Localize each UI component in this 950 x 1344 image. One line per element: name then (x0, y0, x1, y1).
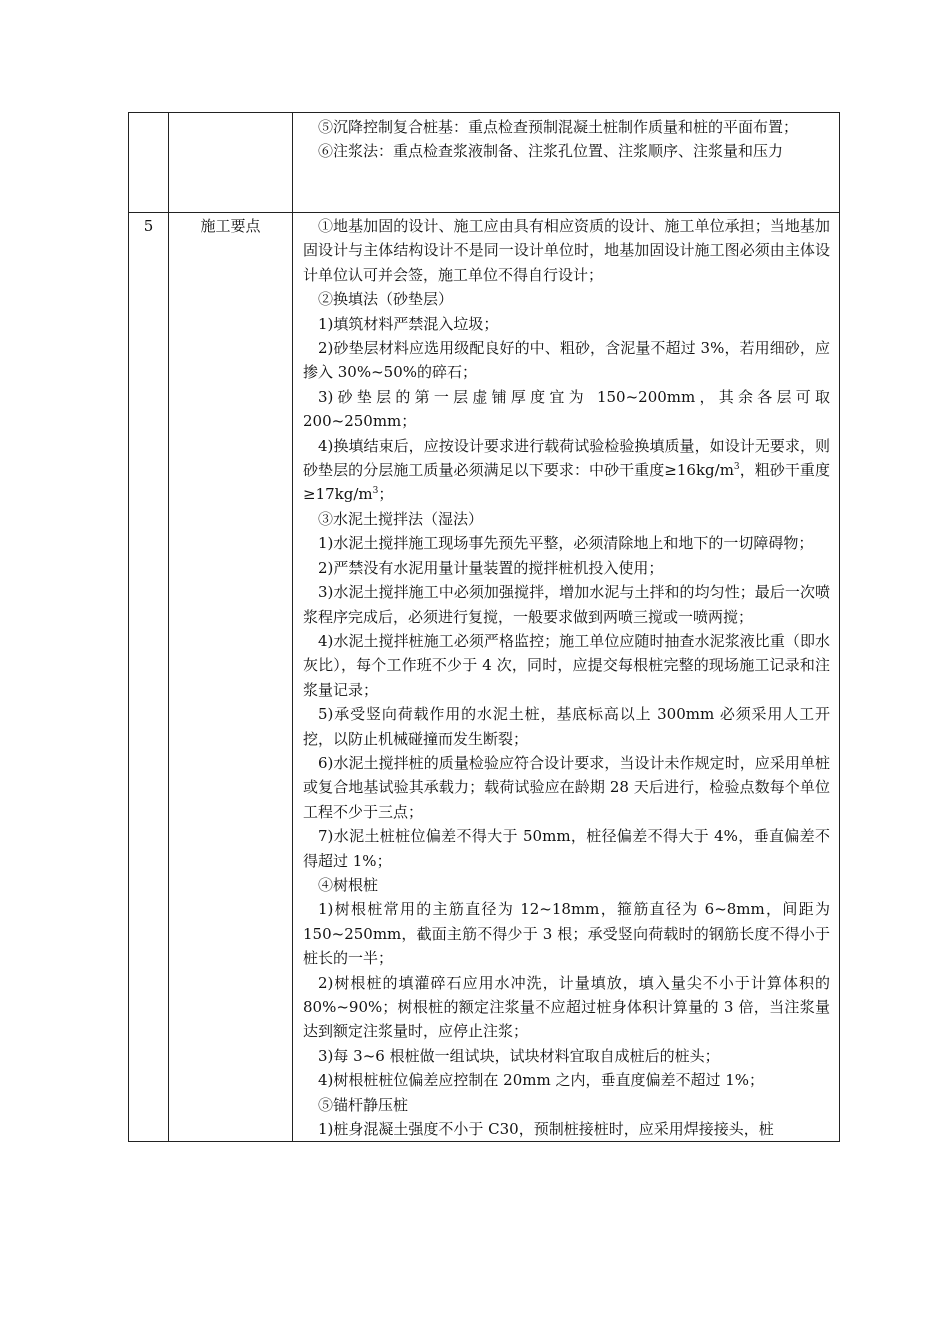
paragraph: 1)树根桩常用的主筋直径为 12~18mm，箍筋直径为 6~8mm，间距为 150~250mm，截面主筋不得少于 3 根；承受竖向荷载时的钢筋长度不得小于桩长的一半； (303, 900, 830, 968)
paragraph: 2)砂垫层材料应选用级配良好的中、粗砂，含泥量不超过 3%，若用细砂，应掺入 30%~50%的碎石； (303, 339, 830, 382)
table-row (129, 213, 840, 1142)
paragraph: ⑥注浆法：重点检查浆液制备、注浆孔位置、注浆顺序、注浆量和压力 (318, 142, 784, 161)
paragraph: ①地基加固的设计、施工应由具有相应资质的设计、施工单位承担；当地基加固设计与主体结构设计不是同一设计单位时，地基加固设计施工图必须由主体设计单位认可并会签，施工单位不得自行设计； (303, 217, 830, 284)
construction-points-table (128, 112, 840, 1142)
paragraph-text: ； (378, 485, 394, 504)
row-number-cell (129, 113, 169, 213)
paragraph: 3)砂垫层的第一层虚铺厚度宜为 150~200mm，其余各层可取 200~250mm； (303, 387, 830, 431)
paragraph: ⑤锚杆静压桩 (318, 1095, 409, 1114)
paragraph: 3)每 3~6 根桩做一组试块，试块材料宜取自成桩后的桩头； (318, 1046, 720, 1065)
paragraph: 2)树根桩的填灌碎石应用水冲洗，计量填放，填入量尖不小于计算体积的 80%~90%；树根桩的额定注浆量不应超过桩身体积计算量的 3 倍，当注浆量达到额定注浆量时，应停止注浆； (303, 973, 830, 1041)
paragraph: ②换填法（砂垫层） (318, 290, 454, 309)
paragraph: 5)承受竖向荷载作用的水泥土桩，基底标高以上 300mm 必须采用人工开挖，以防止机械碰撞而发生断裂； (303, 705, 830, 748)
paragraph: 4)水泥土搅拌桩施工必须严格监控；施工单位应随时抽查水泥浆液比重（即水灰比），每个工作班不少于 4 次，同时，应提交每根桩完整的现场施工记录和注浆量记录； (303, 631, 830, 699)
superscript: 3 (372, 486, 379, 497)
paragraph: 7)水泥土桩桩位偏差不得大于 50mm，桩径偏差不得大于 4%，垂直偏差不得超过 1%； (303, 827, 830, 870)
paragraph: 6)水泥土搅拌桩的质量检验应符合设计要求，当设计未作规定时，应采用单桩或复合地基试验其承载力；载荷试验应在龄期 28 天后进行，检验点数每个单位工程不少于三点； (303, 753, 830, 821)
row-number-cell: 5 (129, 213, 169, 1142)
paragraph: 1)水泥土搅拌施工现场事先预先平整，必须清除地上和地下的一切障碍物； (318, 534, 814, 553)
row-content-cell (293, 113, 840, 213)
paragraph: 2)严禁没有水泥用量计量装置的搅拌桩机投入使用； (318, 558, 664, 577)
paragraph: ⑤沉降控制复合桩基：重点检查预制混凝土桩制作质量和桩的平面布置； (318, 118, 799, 136)
paragraph (303, 434, 830, 507)
paragraph: 1)填筑材料严禁混入垃圾； (318, 314, 499, 333)
paragraph: 4)树根桩桩位偏差应控制在 20mm 之内，垂直度偏差不超过 1%； (318, 1071, 765, 1090)
table-row (129, 113, 840, 213)
paragraph: 3)水泥土搅拌施工中必须加强搅拌，增加水泥与土拌和的均匀性；最后一次喷浆程序完成后，必须进行复搅，一般要求做到两喷三搅或一喷两搅； (303, 583, 830, 626)
superscript: 3 (733, 462, 740, 473)
paragraph-text: 4)换填结束后，应按设计要求进行载荷试验检验换填质量，如设计无要求，则砂垫层的分层施工质量必须满足以下要求：中砂干重度≥16kg/m (303, 436, 830, 480)
row-item-cell (169, 113, 293, 213)
paragraph: ④树根桩 (318, 875, 379, 894)
paragraph: 1)桩身混凝土强度不小于 C30，预制桩接桩时，应采用焊接接头，桩 (318, 1120, 774, 1139)
row-item-cell: 施工要点 (169, 213, 293, 1142)
paragraph: ③水泥土搅拌法（湿法） (318, 509, 484, 528)
row-content-cell (293, 213, 840, 1142)
paragraph-text: ，粗砂干重度≥17kg/m (303, 461, 830, 504)
